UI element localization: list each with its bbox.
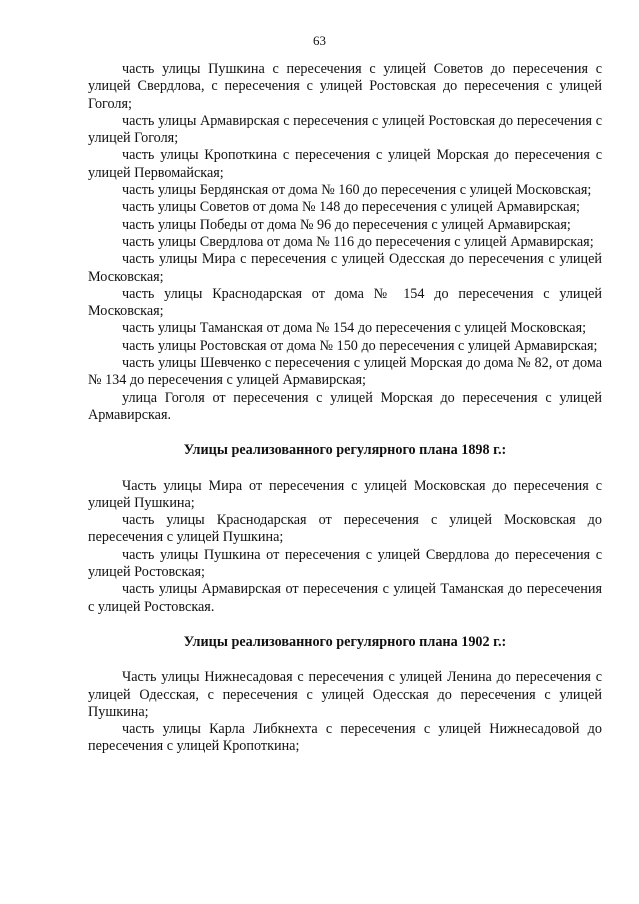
street-item: часть улицы Таманская от дома № 154 до пересечения с улицей Московская; bbox=[122, 320, 587, 337]
document-body bbox=[88, 61, 602, 756]
street-list-1902 bbox=[88, 669, 602, 755]
street-item: часть улицы Кропоткина с пересечения с улицей Морская до пересечения с улицей Первомайская; bbox=[88, 147, 602, 181]
street-item: часть улицы Советов от дома № 148 до пересечения с улицей Армавирская; bbox=[122, 199, 580, 216]
street-item: часть улицы Армавирская с пересечения с улицей Ростовская до пересечения с улицей Гоголя; bbox=[88, 112, 602, 147]
street-item: Часть улицы Нижнесадовая с пересечения с улицей Ленина до пересечения с улицей Одесская, с пересечения с улицей Одесская до пересечения с улицей Пушкина; bbox=[88, 669, 602, 720]
street-list-intro bbox=[88, 61, 602, 424]
page-number: 63 bbox=[313, 33, 326, 48]
street-item: часть улицы Армавирская от пересечения с улицей Таманская до пересечения с улицей Ростовская. bbox=[88, 581, 602, 615]
street-item: часть улицы Шевченко с пересечения с улицей Морская до дома № 82, от дома № 134 до пересечения с улицей Армавирская; bbox=[88, 355, 602, 389]
street-item: часть улицы Пушкина с пересечения с улицей Советов до пересечения с улицей Свердлова, с пересечения с улицей Ростовская до пересечения с улицей Гоголя; bbox=[88, 61, 602, 112]
street-item: часть улицы Бердянская от дома № 160 до пересечения с улицей Московская; bbox=[122, 182, 592, 199]
street-item: часть улицы Ростовская от дома № 150 до пересечения с улицей Армавирская; bbox=[122, 337, 598, 354]
street-item: часть улицы Карла Либкнехта с пересечения с улицей Нижнесадовой до пересечения с улицей Кропоткина; bbox=[88, 721, 602, 755]
street-item: часть улицы Победы от дома № 96 до пересечения с улицей Армавирская; bbox=[122, 216, 571, 233]
street-list-1898 bbox=[88, 478, 602, 616]
street-item: часть улицы Пушкина от пересечения с улицей Свердлова до пересечения с улицей Ростовская; bbox=[88, 546, 602, 581]
street-item: часть улицы Краснодарская от дома № 154 до пересечения с улицей Московская; bbox=[88, 285, 602, 320]
section-heading-1902: Улицы реализованного регулярного плана 1902 г.: bbox=[183, 633, 507, 650]
section-heading-1898: Улицы реализованного регулярного плана 1898 г.: bbox=[183, 442, 507, 459]
street-item: Часть улицы Мира от пересечения с улицей Московская до пересечения с улицей Пушкина; bbox=[88, 477, 602, 511]
street-item: часть улицы Краснодарская от пересечения с улицей Московская до пересечения с улицей Пушкина; bbox=[88, 512, 602, 546]
street-item: часть улицы Свердлова от дома № 116 до пересечения с улицей Армавирская; bbox=[122, 233, 594, 250]
street-item: часть улицы Мира с пересечения с улицей Одесская до пересечения с улицей Московская; bbox=[88, 251, 602, 285]
street-item: улица Гоголя от пересечения с улицей Морская до пересечения с улицей Армавирская. bbox=[88, 389, 602, 423]
